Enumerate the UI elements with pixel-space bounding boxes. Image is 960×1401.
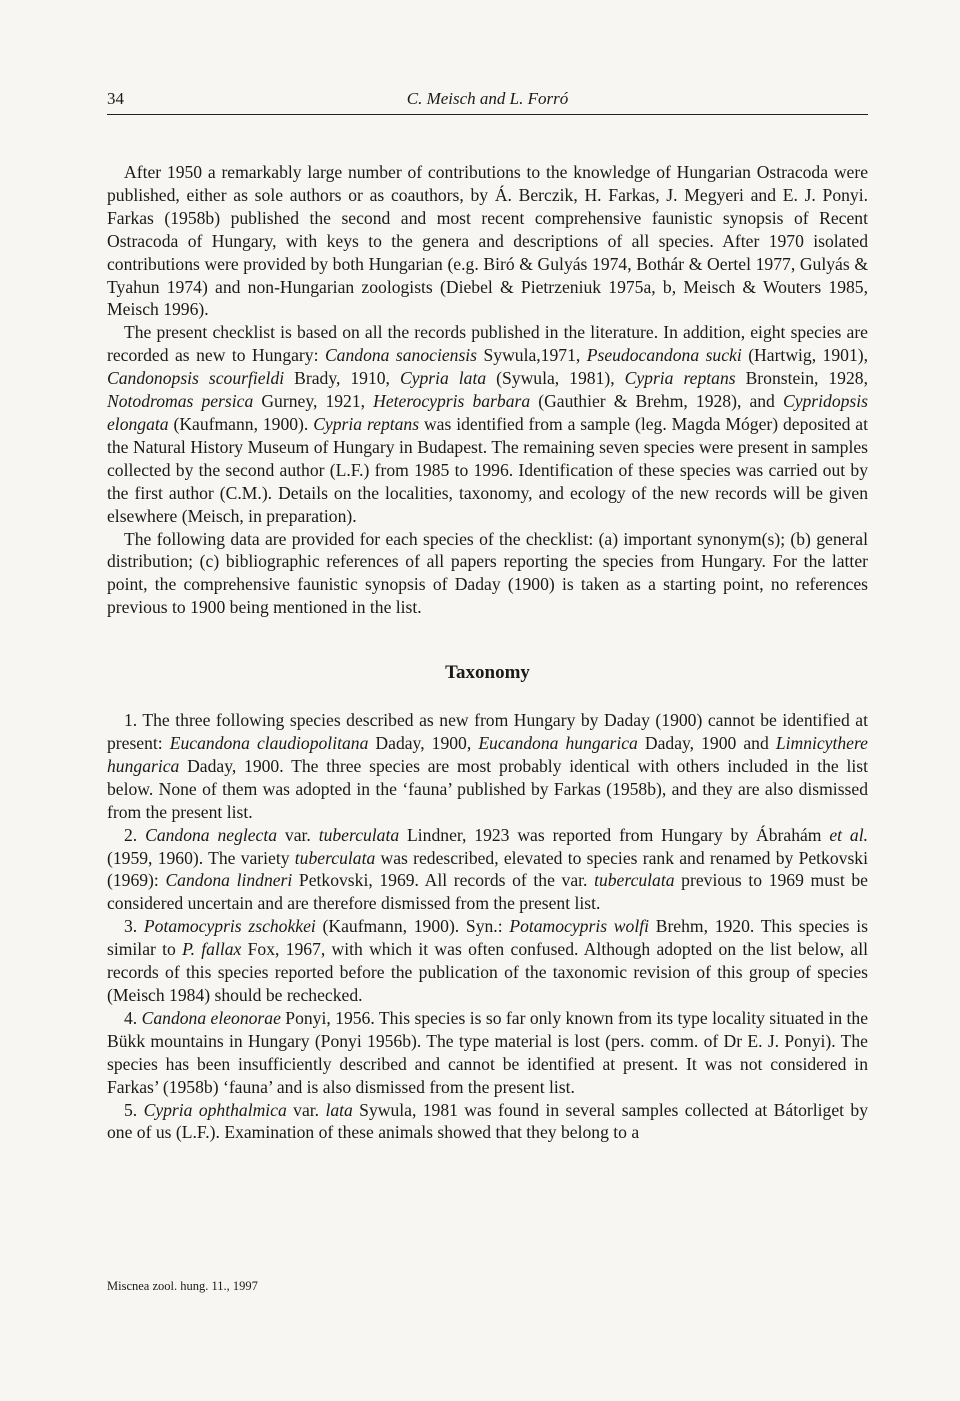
text-run: Bronstein, 1928, xyxy=(735,368,868,389)
text-run: Daday, 1900 and xyxy=(637,733,776,754)
text-run: Petkovski, 1969. All records of the var. xyxy=(292,870,595,891)
italic-taxon-text: Potamocypris zschokkei xyxy=(143,916,316,937)
italic-taxon-text: Candonopsis scourfieldi xyxy=(107,368,285,389)
italic-taxon-text: Candona lindneri xyxy=(165,870,293,891)
italic-taxon-text: Pseudocandona sucki xyxy=(586,345,742,366)
journal-page xyxy=(107,0,868,1401)
italic-taxon-text: Eucandona hungarica xyxy=(478,733,638,754)
text-run: Gurney, 1921, xyxy=(253,391,374,412)
paragraph xyxy=(107,1007,868,1099)
italic-taxon-text: Cypria ophthalmica xyxy=(143,1099,287,1120)
text-run: 4. xyxy=(124,1007,142,1028)
text-run: was redescribed, elevated to species rank and renamed by Petkovski (1969): xyxy=(107,847,868,891)
text-run: Brehm, 1920. This species is similar to xyxy=(107,916,868,960)
text-run: var. xyxy=(277,824,319,845)
italic-taxon-text: Potamocypris wolfi xyxy=(509,916,649,937)
text-run: Brady, 1910, xyxy=(284,368,400,389)
paragraph xyxy=(107,824,868,916)
footer-journal: Miscnea zool. hung. 11., 1997 xyxy=(107,1279,258,1293)
text-run: previous to 1969 must be considered uncertain and are therefore dismissed from the present list. xyxy=(107,870,868,914)
italic-taxon-text: Heterocypris barbara xyxy=(373,391,531,412)
text-run: Daday, 1900, xyxy=(368,733,479,754)
paragraph xyxy=(107,709,868,824)
text-run: Daday, 1900. The three species are most probably identical with others included in the list below. None of them was adopted in the ‘fauna’ published by Farkas (1958b), and they are also dismissed from the present list. xyxy=(107,755,868,822)
italic-taxon-text: Cypria lata xyxy=(399,368,487,389)
italic-taxon-text: tuberculata xyxy=(318,824,400,845)
text-run: Lindner, 1923 was reported from Hungary by Ábrahám xyxy=(399,824,830,845)
paragraph xyxy=(107,915,868,1007)
text-run: Sywula,1971, xyxy=(477,345,587,366)
text-run: (Kaufmann, 1900). Syn.: xyxy=(315,916,510,937)
paragraph xyxy=(107,528,868,620)
italic-taxon-text: Cypria reptans xyxy=(624,368,736,389)
running-head: C. Meisch and L. Forró xyxy=(406,89,569,108)
intro-section xyxy=(107,161,868,619)
italic-taxon-text: Candona neglecta xyxy=(145,824,278,845)
italic-taxon-text: Eucandona claudiopolitana xyxy=(169,733,369,754)
text-run: After 1950 a remarkably large number of contributions to the knowledge of Hungarian Ostracoda were published, either as sole authors or as coauthors, by Á. Berczik, H. Farkas, J. Megyeri and E. J. Ponyi. Farkas (1958b) published the second and most recent comprehensive faunistic synopsis of Recent Ostracoda of Hungary, with keys to the genera and descriptions of all species. After 1970 isolated contributions were provided by both Hungarian (e.g. Biró & Gulyás 1974, Bothár & Oertel 1977, Gulyás & Tyahun 1974) and non-Hungarian zoologists (Diebel & Pietrzeniuk 1975a, b, Meisch & Wouters 1985, Meisch 1996). xyxy=(107,162,868,320)
text-run: Ponyi, 1956. This species is so far only known from its type locality situated in the Bükk mountains in Hungary (Ponyi 1956b). The type material is lost (pers. comm. of Dr E. J. Ponyi). The species has been insufficiently described and cannot be identified at present. It was not considered in Farkas’ (1958b) ‘fauna’ and is also dismissed from the present list. xyxy=(107,1007,869,1097)
taxonomy-section xyxy=(107,709,868,1144)
text-run: 5. xyxy=(124,1099,144,1120)
italic-taxon-text: lata xyxy=(325,1099,353,1120)
italic-taxon-text: et al. xyxy=(829,824,869,845)
page-header xyxy=(107,88,868,115)
text-run: The following data are provided for each species of the checklist: (a) important synonym(s); (b) general distribution; (c) bibliographic references of all papers reporting the species from Hungary. For the latter point, the comprehensive faunistic synopsis of Daday (1900) is taken as a starting point, no references previous to 1900 being mentioned in the list. xyxy=(107,528,868,618)
italic-taxon-text: tuberculata xyxy=(594,870,675,891)
text-run: (Sywula, 1981), xyxy=(486,368,625,389)
italic-taxon-text: tuberculata xyxy=(294,847,376,868)
text-run: (Gauthier & Brehm, 1928), and xyxy=(530,391,783,412)
article-body xyxy=(107,161,868,1144)
italic-taxon-text: Notodromas persica xyxy=(107,391,254,412)
text-run: (Hartwig, 1901), xyxy=(741,345,869,366)
text-run: (1959, 1960). The variety xyxy=(107,847,295,868)
paragraph xyxy=(107,161,868,321)
text-run: var. xyxy=(286,1099,326,1120)
italic-taxon-text: Cypria reptans xyxy=(313,413,420,434)
italic-taxon-text: Candona eleonorae xyxy=(141,1007,281,1028)
italic-taxon-text: Limnicythere hungarica xyxy=(107,733,868,776)
text-run: 3. xyxy=(124,916,144,937)
text-run: Sywula, 1981 was found in several samples collected at Bátorliget by one of us (L.F.). Examination of these animals showed that they belong to a xyxy=(107,1099,869,1143)
page-number: 34 xyxy=(107,89,124,108)
section-title: Taxonomy xyxy=(445,662,530,684)
paragraph xyxy=(107,321,868,527)
text-run: Fox, 1967, with which it was often confused. Although adopted on the list below, all records of this species reported before the publication of the taxonomic revision of this group of species (Meisch 1984) should be rechecked. xyxy=(107,939,868,1005)
text-run: was identified from a sample (leg. Magda Móger) deposited at the Natural History Museum of Hungary in Budapest. The remaining seven species were present in samples collected by the second author (L.F.) from 1985 to 1996. Identification of these species was carried out by the first author (C.M.). Details on the localities, taxonomy, and ecology of the new records will be given elsewhere (Meisch, in preparation). xyxy=(107,413,869,526)
italic-taxon-text: P. fallax xyxy=(182,939,242,960)
text-run: 2. xyxy=(124,824,146,845)
paragraph xyxy=(107,1099,868,1145)
text-run: The present checklist is based on all the records published in the literature. In addition, eight species are recorded as new to Hungary: xyxy=(107,322,868,366)
text-run: (Kaufmann, 1900). xyxy=(168,413,314,434)
italic-taxon-text: Candona sanociensis xyxy=(324,345,478,366)
text-run: 1. The three following species described as new from Hungary by Daday (1900) cannot be identified at present: xyxy=(107,710,868,754)
italic-taxon-text: Cypridopsis elongata xyxy=(107,391,869,434)
